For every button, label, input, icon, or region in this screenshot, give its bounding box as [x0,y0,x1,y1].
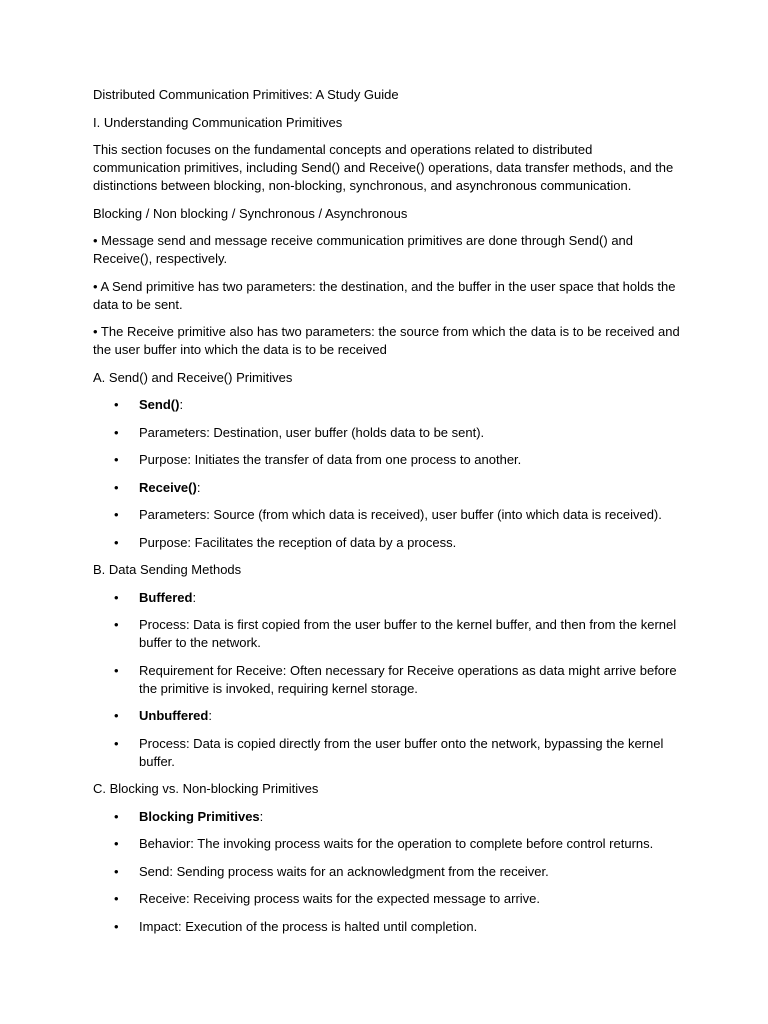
document-title: Distributed Communication Primitives: A Study Guide [93,87,399,102]
list-item-receive-params [93,506,683,524]
bullet-icon: • [114,891,119,906]
list-item-receive-purpose [93,534,683,552]
list-item-blocking-send [93,863,683,881]
list-item-receive [93,479,683,497]
blocking-primitives-label: Blocking Primitives [139,808,260,824]
colon: : [208,708,212,723]
blocking-list [93,808,683,936]
bullet-icon: • [114,534,119,550]
list-item-blocking-receive [93,890,683,908]
bullet-icon: • [114,507,119,522]
list-item-buffered [93,589,683,607]
colon: : [196,479,201,495]
receive-purpose-text: Purpose: Facilitates the reception of data by a process. [139,534,457,550]
bullet-icon: • [114,452,119,467]
document-page [93,86,683,945]
bullet-icon: • [114,479,119,495]
section-heading-understanding: I. Understanding Communication Primitives [93,114,343,130]
blocking-receive-text: Receive: Receiving process waits for the expected message to arrive. [139,891,541,906]
list-item-send-params [93,424,683,442]
bullet-icon: • [114,808,119,824]
list-item-buffered-requirement [93,662,683,698]
send-params-text: Parameters: Destination, user buffer (holds data to be sent). [139,424,485,440]
buffered-label: Buffered [139,589,193,605]
section-heading-blocking: C. Blocking vs. Non-blocking Primitives [93,781,319,796]
bullet-icon: • [114,397,119,412]
send-label: Send() [139,397,180,412]
list-item-send-purpose [93,451,683,469]
bullet-icon: • [114,918,119,934]
unbuffered-label: Unbuffered [139,708,209,723]
point-receive-parameters: • The Receive primitive also has two parameters: the source from which the data is to be received and the user buffer into which the data is to be received [93,324,680,357]
list-item-blocking-primitives [93,808,683,826]
impact-text: Impact: Execution of the process is halted until completion. [139,918,478,934]
list-item-unbuffered [93,707,683,725]
blocking-send-text: Send: Sending process waits for an acknowledgment from the receiver. [139,863,549,879]
list-item-impact [93,918,683,936]
buffered-process-text: Process: Data is first copied from the user buffer to the kernel buffer, and then from the kernel buffer to the network. [139,617,677,650]
section-heading-send-receive: A. Send() and Receive() Primitives [93,369,293,385]
bullet-icon: • [114,424,119,440]
colon: : [179,397,184,412]
unbuffered-process-text: Process: Data is copied directly from the user buffer onto the network, bypassing the kernel buffer. [139,735,664,769]
point-send-parameters: • A Send primitive has two parameters: the destination, and the buffer in the user space that holds the data to be sent. [93,278,676,312]
behavior-text: Behavior: The invoking process waits for the operation to complete before control returns. [139,836,654,851]
section-heading-data-sending: B. Data Sending Methods [93,562,242,577]
bullet-icon: • [114,662,119,678]
bullet-icon: • [114,836,119,851]
bullet-icon: • [114,863,119,879]
send-receive-list [93,396,683,552]
bullet-icon: • [114,735,119,751]
list-item-behavior [93,835,683,853]
bullet-icon: • [114,589,119,605]
point-send-receive-primitives: • Message send and message receive communication primitives are done through Send() and Receive(), respectively. [93,233,634,266]
list-item-send [93,396,683,414]
bullet-icon: • [114,617,119,632]
list-item-unbuffered-process [93,735,683,771]
list-item-buffered-process [93,616,683,652]
subheading-blocking-modes: Blocking / Non blocking / Synchronous / Asynchronous [93,205,408,221]
buffered-requirement-text: Requirement for Receive: Often necessary for Receive operations as data might arrive before the primitive is invoked, requiring kernel storage. [139,662,677,696]
section-intro-paragraph: This section focuses on the fundamental concepts and operations related to distributed communication primitives, including Send() and Receive() operations, data transfer methods, and the distinctions between blocking, non-blocking, synchronous, and asynchronous communication. [93,142,674,193]
receive-params-text: Parameters: Source (from which data is received), user buffer (into which data is received). [139,507,662,522]
receive-label: Receive() [139,479,197,495]
data-sending-list [93,589,683,771]
send-purpose-text: Purpose: Initiates the transfer of data from one process to another. [139,452,522,467]
bullet-icon: • [114,708,119,723]
colon: : [192,589,197,605]
colon: : [259,808,264,824]
